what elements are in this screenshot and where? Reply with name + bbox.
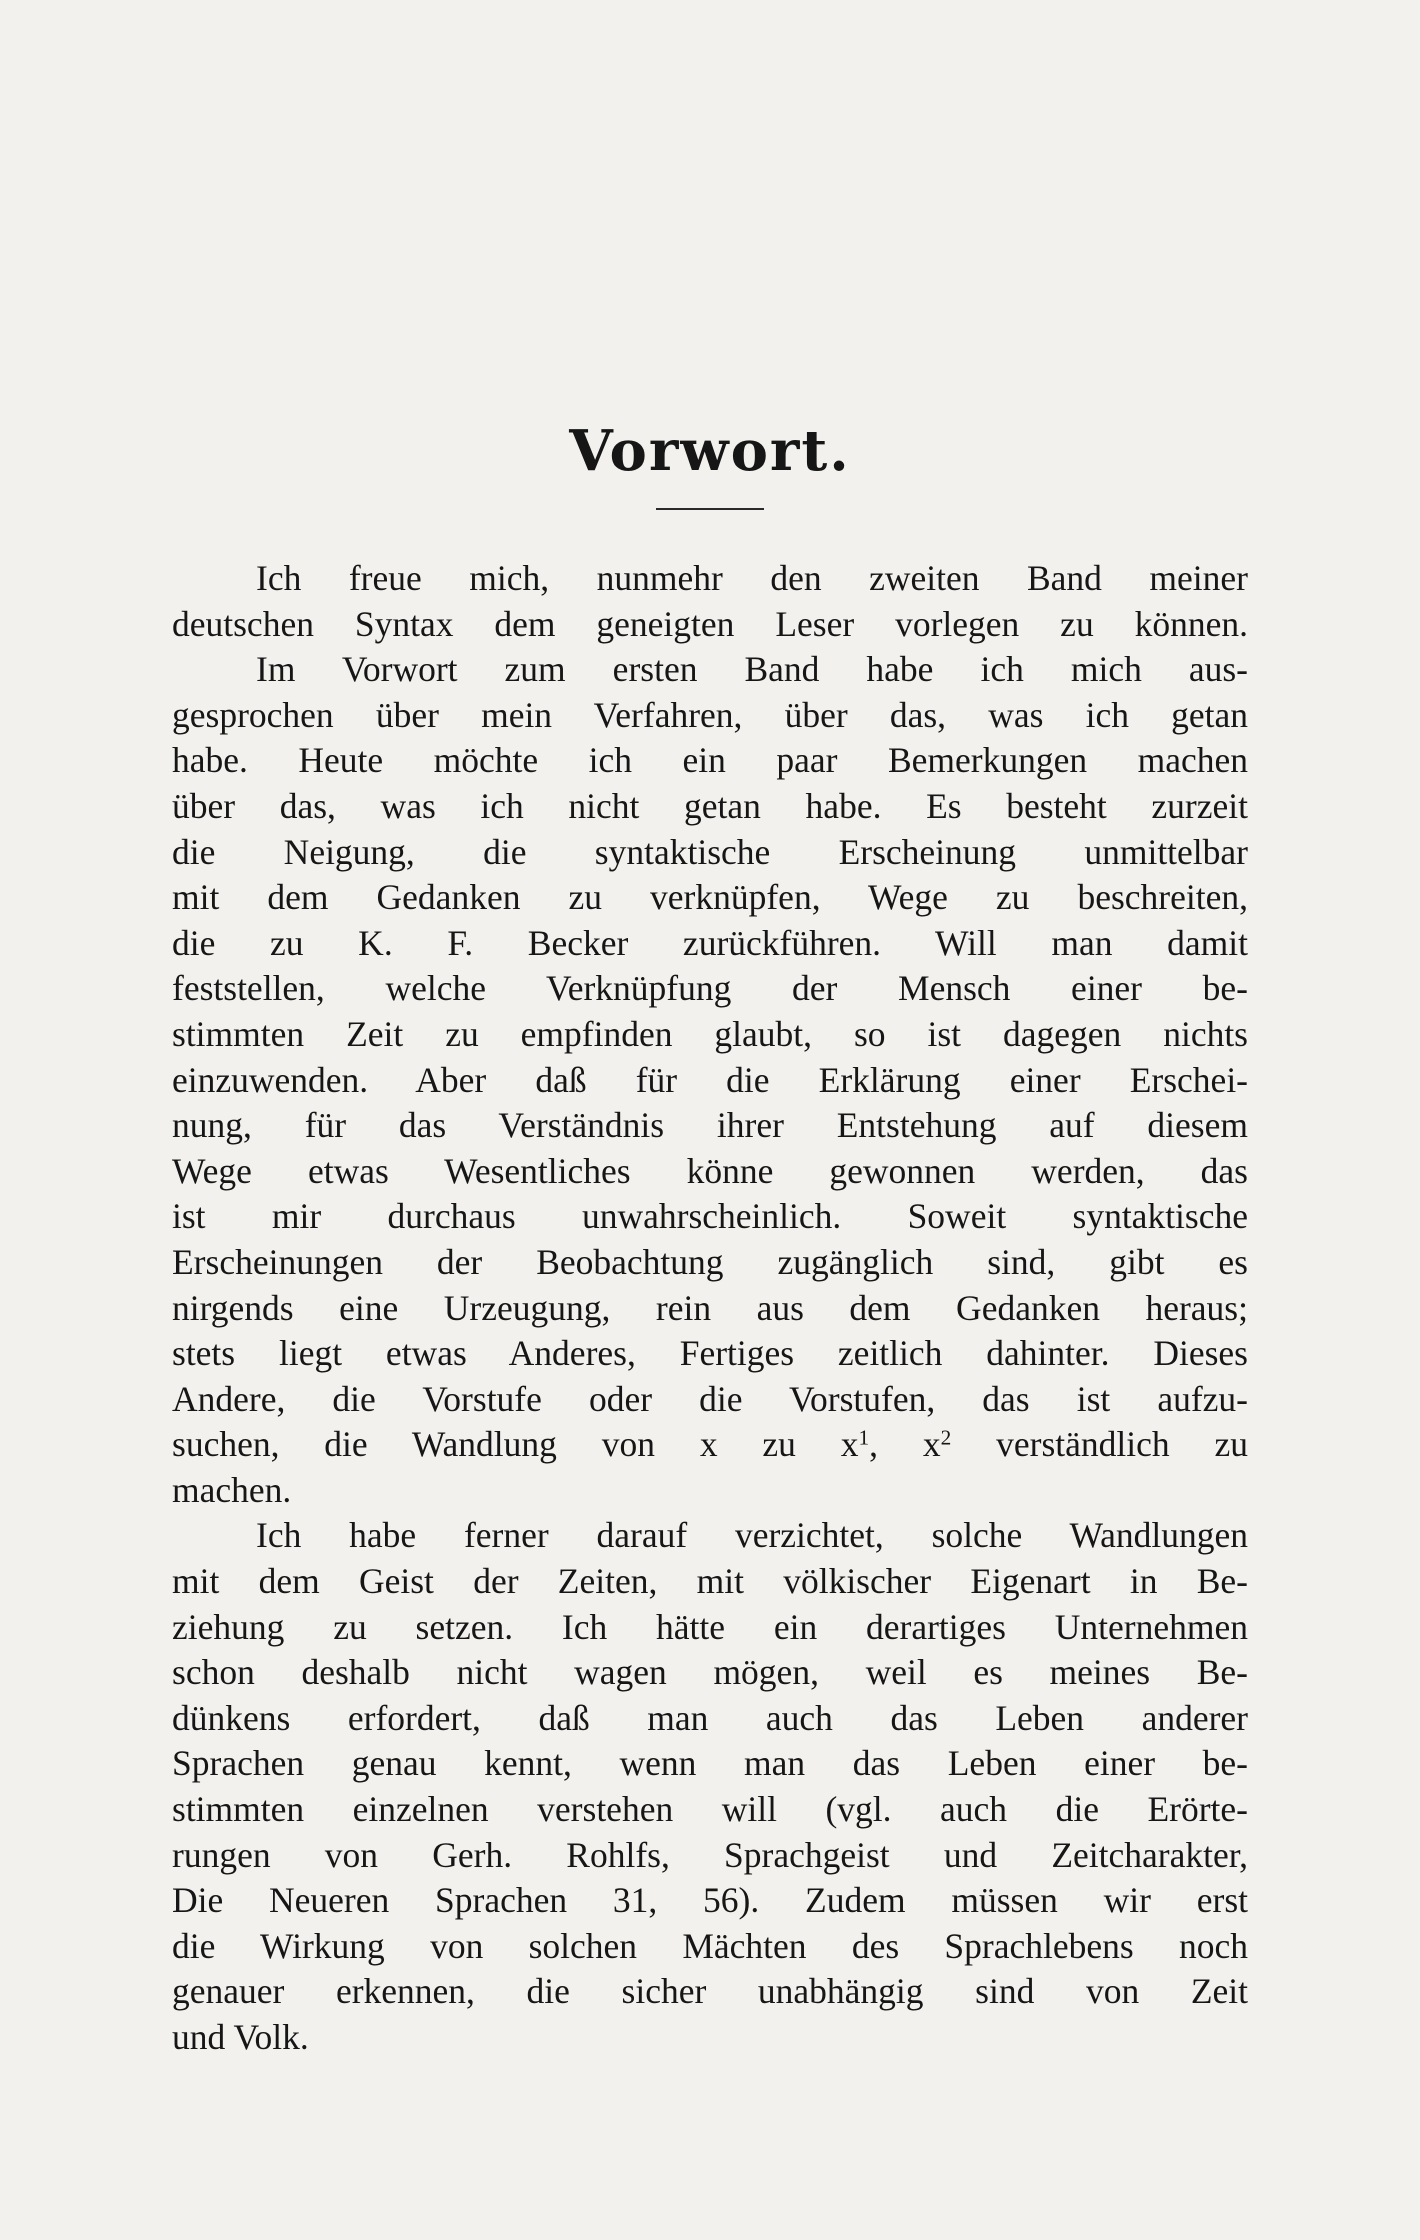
- text-line: und Volk.: [172, 2017, 309, 2057]
- text-line: Im Vorwort zum ersten Band habe ich mich aus-: [256, 649, 1248, 690]
- text-line: ist mir durchaus unwahrscheinlich. Soweit syntaktische: [172, 1196, 1248, 1237]
- text-line: ziehung zu setzen. Ich hätte ein derartiges Unternehmen: [172, 1606, 1248, 1647]
- text-line: genauer erkennen, die sicher unabhängig sind von Zeit: [172, 1971, 1248, 2012]
- text-line: schon deshalb nicht wagen mögen, weil es meines Be-: [172, 1652, 1248, 1693]
- page-title: Vorwort.: [569, 418, 851, 484]
- text-line: Wege etwas Wesentliches könne gewonnen werden, das: [172, 1150, 1248, 1191]
- text-segment: , x: [869, 1424, 941, 1465]
- preface-text: [172, 556, 1248, 2061]
- text-line-superscripts: [172, 1422, 1248, 1468]
- text-line: stimmten einzelnen verstehen will (vgl. auch die Erörte-: [172, 1789, 1248, 1830]
- text-segment: verständlich zu: [951, 1424, 1248, 1465]
- text-line: einzuwenden. Aber daß für die Erklärung einer Erschei-: [172, 1059, 1248, 1100]
- text-line: Erscheinungen der Beobachtung zugänglich sind, gibt es: [172, 1241, 1248, 1282]
- text-segment: suchen, die Wandlung von x zu x: [172, 1424, 859, 1465]
- text-line: stimmten Zeit zu empfinden glaubt, so ist dagegen nichts: [172, 1013, 1248, 1054]
- text-line: Andere, die Vorstufe oder die Vorstufen, das ist aufzu-: [172, 1378, 1248, 1419]
- text-line: Ich habe ferner darauf verzichtet, solche Wandlungen: [256, 1515, 1248, 1556]
- text-line: gesprochen über mein Verfahren, über das, was ich getan: [172, 694, 1248, 735]
- text-line: Die Neueren Sprachen 31, 56). Zudem müssen wir erst: [172, 1880, 1248, 1921]
- text-line: Ich freue mich, nunmehr den zweiten Band meiner: [256, 558, 1248, 598]
- text-line: über das, was ich nicht getan habe. Es besteht zurzeit: [172, 785, 1248, 826]
- text-line: Sprachen genau kennt, wenn man das Leben einer be-: [172, 1743, 1248, 1784]
- title-rule: [656, 508, 764, 510]
- text-line: machen.: [172, 1469, 292, 1510]
- text-line: die Neigung, die syntaktische Erscheinung unmittelbar: [172, 831, 1248, 872]
- text-line: stets liegt etwas Anderes, Fertiges zeitlich dahinter. Dieses: [172, 1333, 1248, 1374]
- superscript-two: 2: [940, 1425, 952, 1450]
- text-line: mit dem Geist der Zeiten, mit völkischer Eigenart in Be-: [172, 1561, 1248, 1602]
- text-line: deutschen Syntax dem geneigten Leser vorlegen zu können.: [172, 603, 1248, 644]
- text-line: rungen von Gerh. Rohlfs, Sprachgeist und Zeitcharakter,: [172, 1834, 1248, 1875]
- text-line: die Wirkung von solchen Mächten des Sprachlebens noch: [172, 1925, 1248, 1966]
- text-line: dünkens erfordert, daß man auch das Leben anderer: [172, 1697, 1248, 1738]
- text-line: die zu K. F. Becker zurückführen. Will man damit: [172, 922, 1248, 963]
- text-line: nirgends eine Urzeugung, rein aus dem Gedanken heraus;: [172, 1287, 1248, 1328]
- text-line: feststellen, welche Verknüpfung der Mensch einer be-: [172, 968, 1248, 1009]
- superscript-one: 1: [858, 1425, 870, 1450]
- text-line: mit dem Gedanken zu verknüpfen, Wege zu beschreiten,: [172, 877, 1248, 918]
- text-line: habe. Heute möchte ich ein paar Bemerkungen machen: [172, 740, 1248, 781]
- text-line: nung, für das Verständnis ihrer Entstehung auf diesem: [172, 1105, 1248, 1146]
